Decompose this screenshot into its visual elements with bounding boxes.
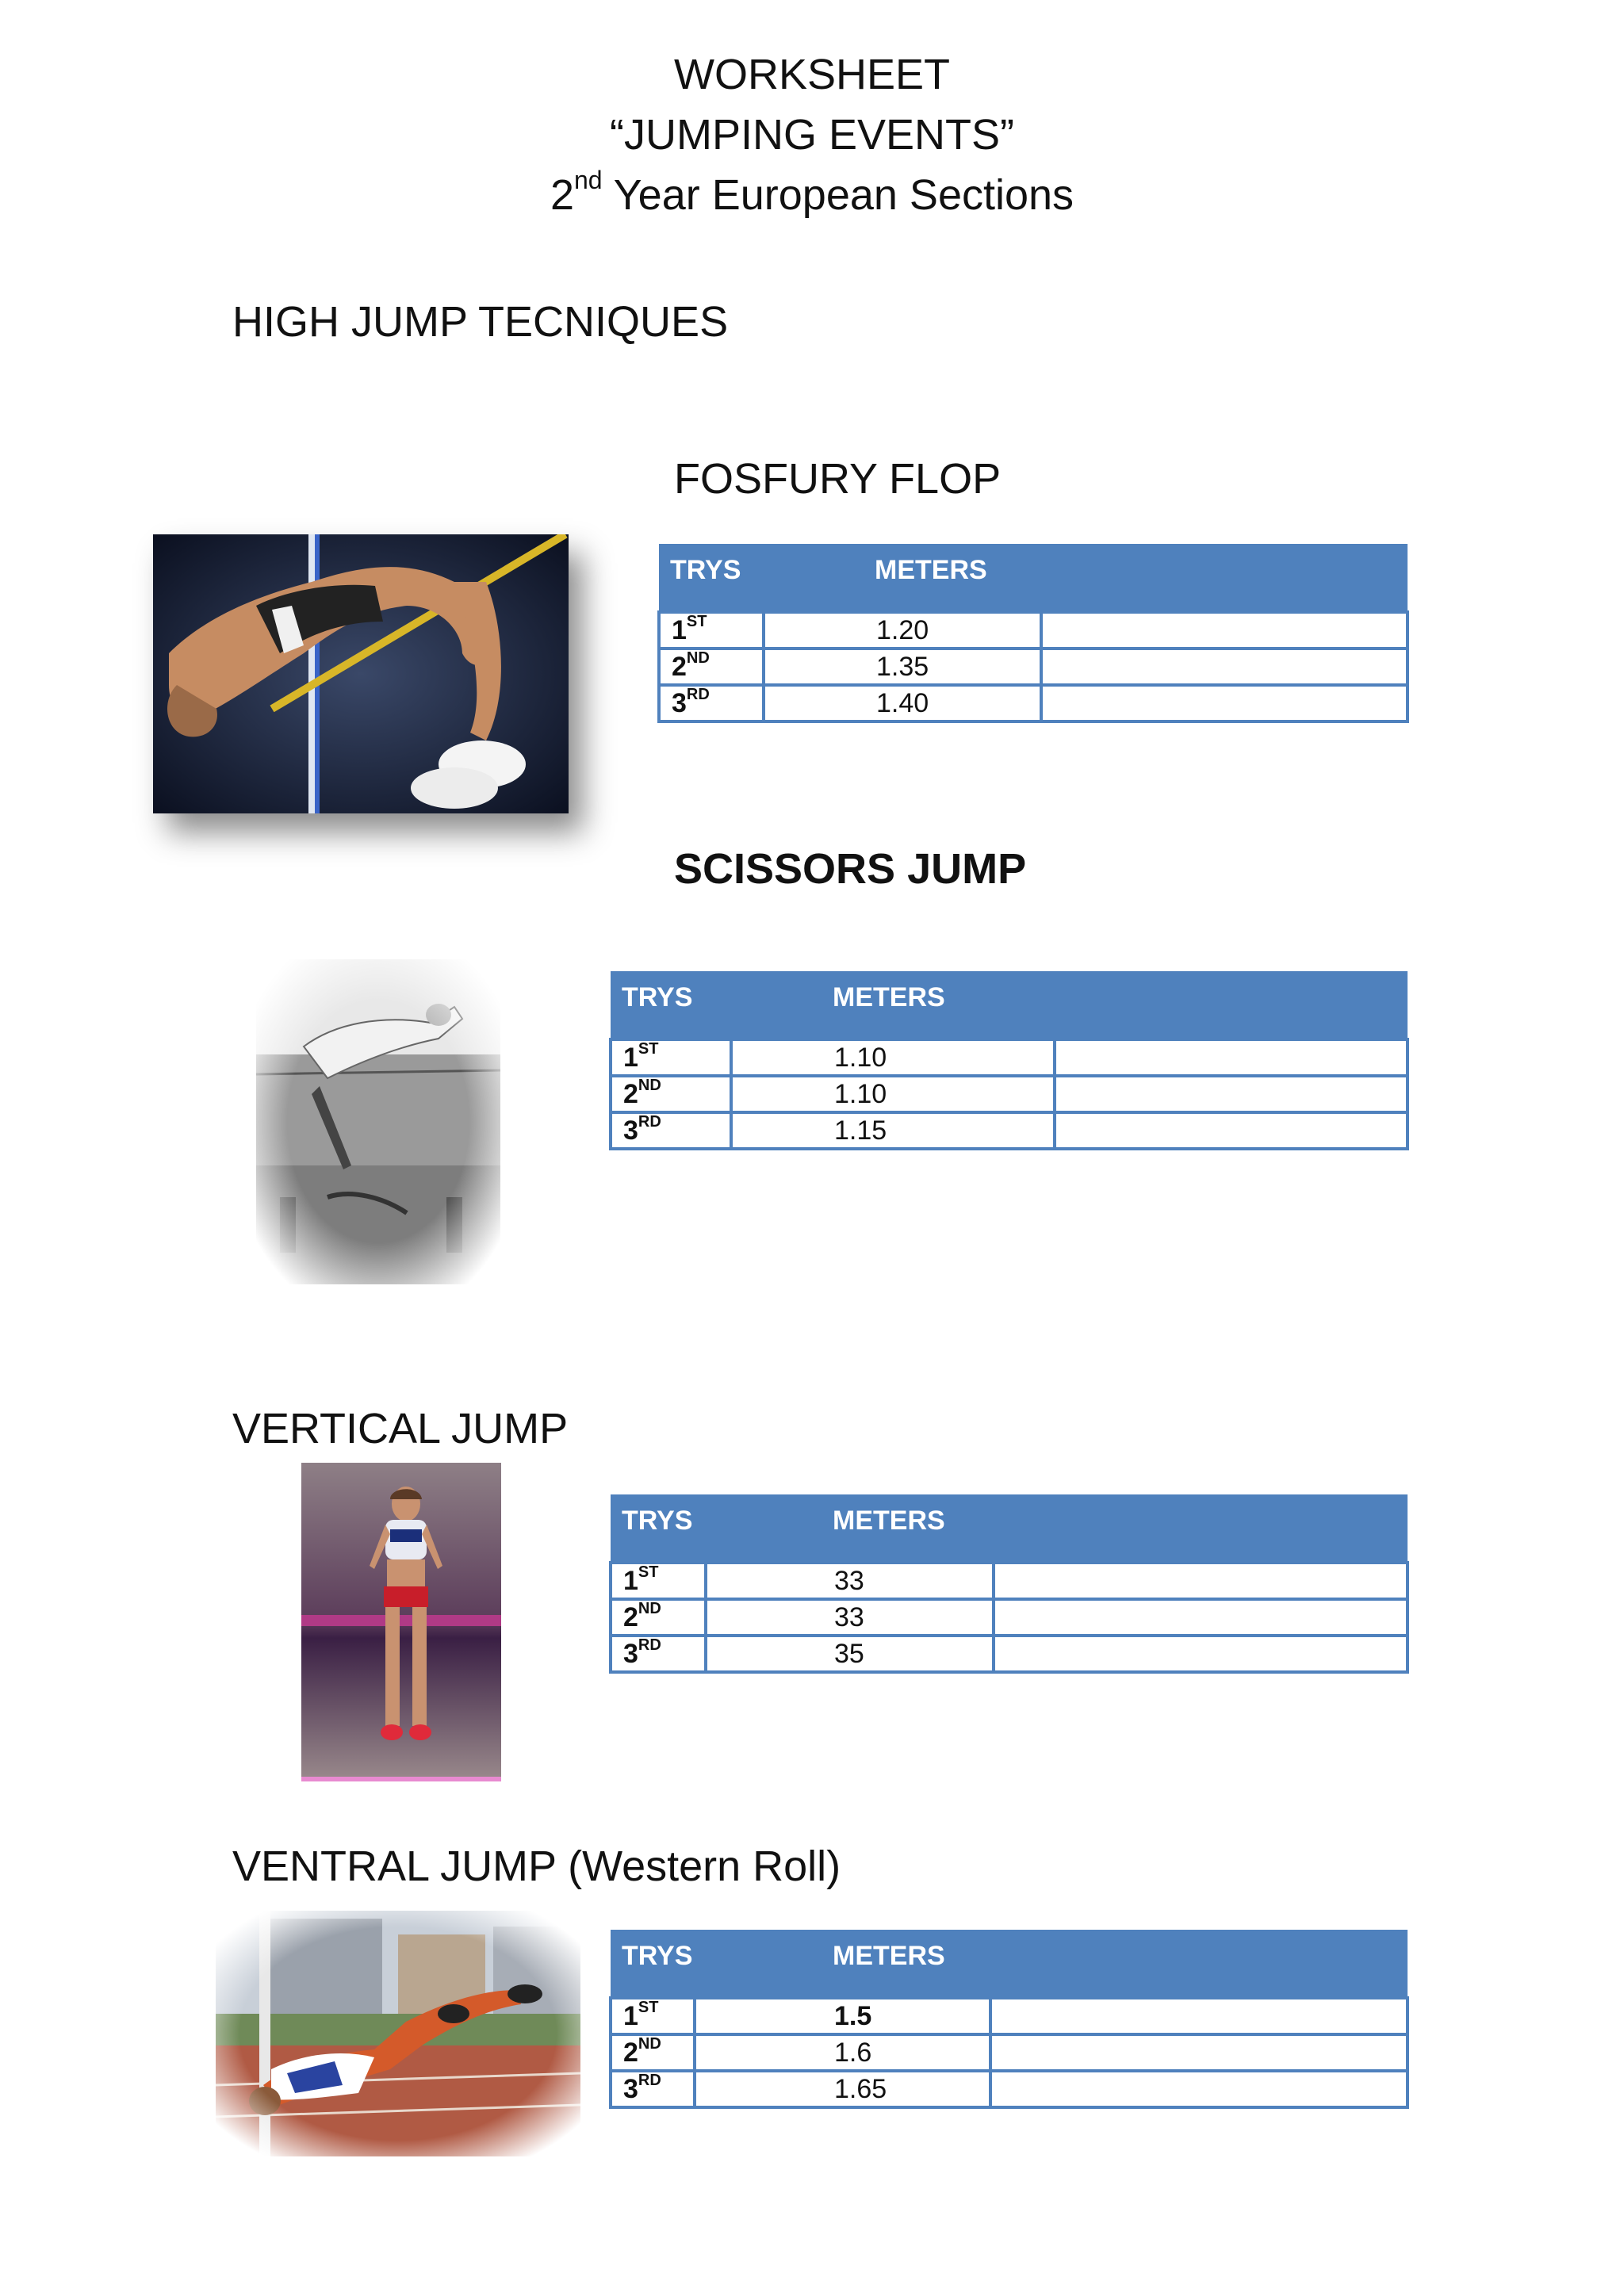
header-meters: METERS bbox=[764, 545, 1041, 612]
meters-value: 35 bbox=[706, 1636, 994, 1672]
technique-title-vertical: VERTICAL JUMP bbox=[232, 1405, 569, 1452]
meters-value: 1.10 bbox=[731, 1076, 1055, 1112]
meters-value: 1.6 bbox=[695, 2034, 990, 2071]
header-trys: TRYS bbox=[611, 1931, 695, 1998]
header-empty bbox=[1041, 545, 1408, 612]
blank-cell[interactable] bbox=[1041, 649, 1408, 685]
vertical-jump-photo bbox=[301, 1463, 501, 1781]
fosbury-score-table bbox=[657, 544, 1409, 723]
header-trys: TRYS bbox=[611, 1496, 706, 1563]
try-label: 3RD bbox=[659, 685, 764, 721]
try-label: 2ND bbox=[611, 1599, 706, 1636]
blank-cell[interactable] bbox=[1055, 1112, 1408, 1149]
table-header-row bbox=[659, 545, 1408, 612]
blank-cell[interactable] bbox=[1055, 1076, 1408, 1112]
table-row bbox=[611, 1076, 1408, 1112]
fosbury-flop-photo bbox=[153, 534, 569, 813]
blank-cell[interactable] bbox=[1041, 612, 1408, 649]
scissors-jump-photo bbox=[256, 959, 500, 1284]
table-row bbox=[611, 2034, 1408, 2071]
blank-cell[interactable] bbox=[1041, 685, 1408, 721]
ventral-score-table bbox=[609, 1930, 1409, 2109]
table-row bbox=[659, 685, 1408, 721]
header-empty bbox=[994, 1496, 1408, 1563]
meters-value: 1.65 bbox=[695, 2071, 990, 2107]
meters-value: 1.20 bbox=[764, 612, 1041, 649]
table-header-row bbox=[611, 1496, 1408, 1563]
meters-value: 1.5 bbox=[695, 1998, 990, 2034]
header-empty bbox=[990, 1931, 1408, 1998]
meters-value: 1.10 bbox=[731, 1039, 1055, 1076]
try-label: 3RD bbox=[611, 1112, 731, 1149]
blank-cell[interactable] bbox=[990, 1998, 1408, 2034]
table-row bbox=[611, 1636, 1408, 1672]
blank-cell[interactable] bbox=[1055, 1039, 1408, 1076]
section-title: HIGH JUMP TECNIQUES bbox=[232, 298, 729, 346]
header-meters: METERS bbox=[695, 1931, 990, 1998]
header-meters: METERS bbox=[706, 1496, 994, 1563]
technique-title-fosbury: FOSFURY FLOP bbox=[674, 455, 1002, 503]
ventral-jump-photo bbox=[216, 1911, 580, 2156]
meters-value: 1.35 bbox=[764, 649, 1041, 685]
header-trys: TRYS bbox=[659, 545, 764, 612]
ventral-jump-image bbox=[216, 1911, 580, 2156]
blank-cell[interactable] bbox=[994, 1599, 1408, 1636]
blank-cell[interactable] bbox=[990, 2071, 1408, 2107]
meters-value: 1.40 bbox=[764, 685, 1041, 721]
table-row bbox=[611, 1039, 1408, 1076]
blank-cell[interactable] bbox=[994, 1636, 1408, 1672]
fosbury-flop-image bbox=[153, 534, 569, 813]
header-trys: TRYS bbox=[611, 973, 731, 1039]
worksheet-class: 2nd Year European Sections bbox=[550, 166, 1074, 219]
try-label: 1ST bbox=[659, 612, 764, 649]
try-label: 3RD bbox=[611, 2071, 695, 2107]
try-label: 1ST bbox=[611, 1563, 706, 1599]
vertical-jump-image bbox=[301, 1463, 501, 1781]
table-row bbox=[659, 612, 1408, 649]
table-row bbox=[659, 649, 1408, 685]
table-row bbox=[611, 1563, 1408, 1599]
header-meters: METERS bbox=[731, 973, 1055, 1039]
header-empty bbox=[1055, 973, 1408, 1039]
meters-value: 33 bbox=[706, 1599, 994, 1636]
vertical-score-table bbox=[609, 1494, 1409, 1674]
blank-cell[interactable] bbox=[994, 1563, 1408, 1599]
meters-value: 1.15 bbox=[731, 1112, 1055, 1149]
meters-value: 33 bbox=[706, 1563, 994, 1599]
try-label: 2ND bbox=[659, 649, 764, 685]
worksheet-title: WORKSHEET bbox=[673, 51, 951, 98]
table-row bbox=[611, 1998, 1408, 2034]
table-row bbox=[611, 1599, 1408, 1636]
worksheet-subtitle: “JUMPING EVENTS” bbox=[609, 111, 1015, 159]
technique-title-scissors: SCISSORS JUMP bbox=[674, 845, 1027, 893]
try-label: 2ND bbox=[611, 2034, 695, 2071]
worksheet-header bbox=[0, 44, 1624, 225]
technique-title-ventral: VENTRAL JUMP (Western Roll) bbox=[232, 1843, 841, 1890]
scissors-jump-image bbox=[256, 959, 500, 1284]
try-label: 2ND bbox=[611, 1076, 731, 1112]
table-row bbox=[611, 1112, 1408, 1149]
try-label: 1ST bbox=[611, 1998, 695, 2034]
try-label: 1ST bbox=[611, 1039, 731, 1076]
blank-cell[interactable] bbox=[990, 2034, 1408, 2071]
table-header-row bbox=[611, 973, 1408, 1039]
try-label: 3RD bbox=[611, 1636, 706, 1672]
scissors-score-table bbox=[609, 971, 1409, 1150]
table-header-row bbox=[611, 1931, 1408, 1998]
table-row bbox=[611, 2071, 1408, 2107]
